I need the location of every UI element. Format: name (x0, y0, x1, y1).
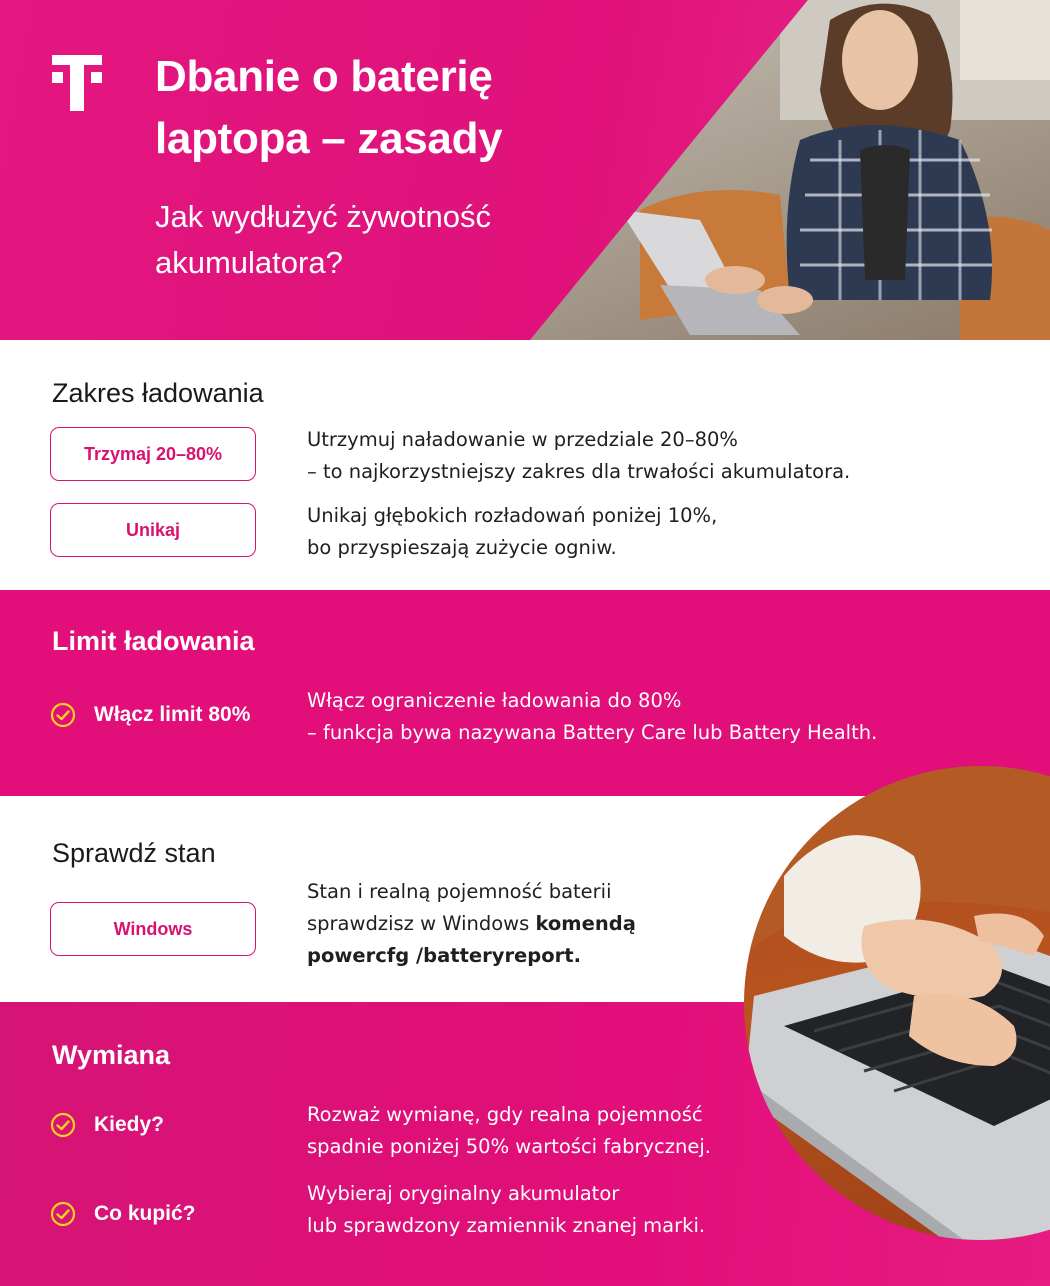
limit-description-line: – funkcja bywa nazywana Battery Care lub Battery Health. (307, 721, 878, 744)
header-banner (0, 0, 1050, 340)
check-state-emphasis: komendą (535, 912, 636, 935)
pill-avoid: Unikaj (50, 503, 256, 557)
what-to-buy-description-line: Wybieraj oryginalny akumulator (307, 1182, 620, 1205)
limit-check-item (50, 702, 250, 728)
check-state-line (307, 940, 636, 972)
pill-keep-20-80: Trzymaj 20–80% (50, 427, 256, 481)
limit-description (307, 685, 877, 749)
section-heading: Sprawdź stan (52, 838, 216, 868)
avoid-description-line: Unikaj głębokich rozładowań poniżej 10%, (307, 504, 718, 527)
limit-check-label: Włącz limit 80% (94, 703, 251, 726)
section-heading: Wymiana (52, 1040, 171, 1070)
page-subtitle: Jak wydłużyć żywotność akumulatora? (155, 199, 491, 280)
check-state-line (307, 908, 636, 940)
range-description (307, 424, 850, 488)
check-circle-icon (50, 1201, 76, 1227)
what-to-buy-description (307, 1178, 705, 1242)
check-state-text: sprawdzisz w Windows (307, 912, 536, 935)
when-check-label: Kiedy? (94, 1113, 165, 1136)
limit-description-line: Włącz ograniczenie ładowania do 80% (307, 689, 682, 712)
section-heading: Limit ładowania (52, 626, 255, 656)
check-circle-icon (50, 1112, 76, 1138)
what-to-buy-description-line: lub sprawdzony zamiennik znanej marki. (307, 1214, 706, 1237)
section-charging-range (0, 340, 1050, 590)
when-check-item (50, 1112, 164, 1138)
page-title: Dbanie o baterię laptopa – zasady (155, 52, 503, 163)
what-to-buy-check-item (50, 1201, 196, 1227)
when-description (307, 1099, 711, 1163)
check-state-line: Stan i realną pojemność baterii (307, 880, 612, 903)
when-description-line: Rozważ wymianę, gdy realna pojemność (307, 1103, 703, 1126)
range-description-line: Utrzymuj naładowanie w przedziale 20–80% (307, 428, 738, 451)
telekom-t-logo (52, 55, 102, 111)
check-circle-icon (50, 702, 76, 728)
range-description-line: – to najkorzystniejszy zakres dla trwałości akumulatora. (307, 460, 851, 483)
what-to-buy-check-label: Co kupić? (94, 1202, 196, 1225)
circle-photo-hands-laptop (744, 766, 1050, 1240)
section-heading: Zakres ładowania (52, 378, 264, 408)
pill-windows: Windows (50, 902, 256, 956)
check-state-description (307, 876, 636, 972)
command-text: powercfg /batteryreport. (307, 944, 581, 967)
when-description-line: spadnie poniżej 50% wartości fabrycznej. (307, 1135, 711, 1158)
avoid-description (307, 500, 717, 564)
avoid-description-line: bo przyspieszają zużycie ogniw. (307, 536, 617, 559)
